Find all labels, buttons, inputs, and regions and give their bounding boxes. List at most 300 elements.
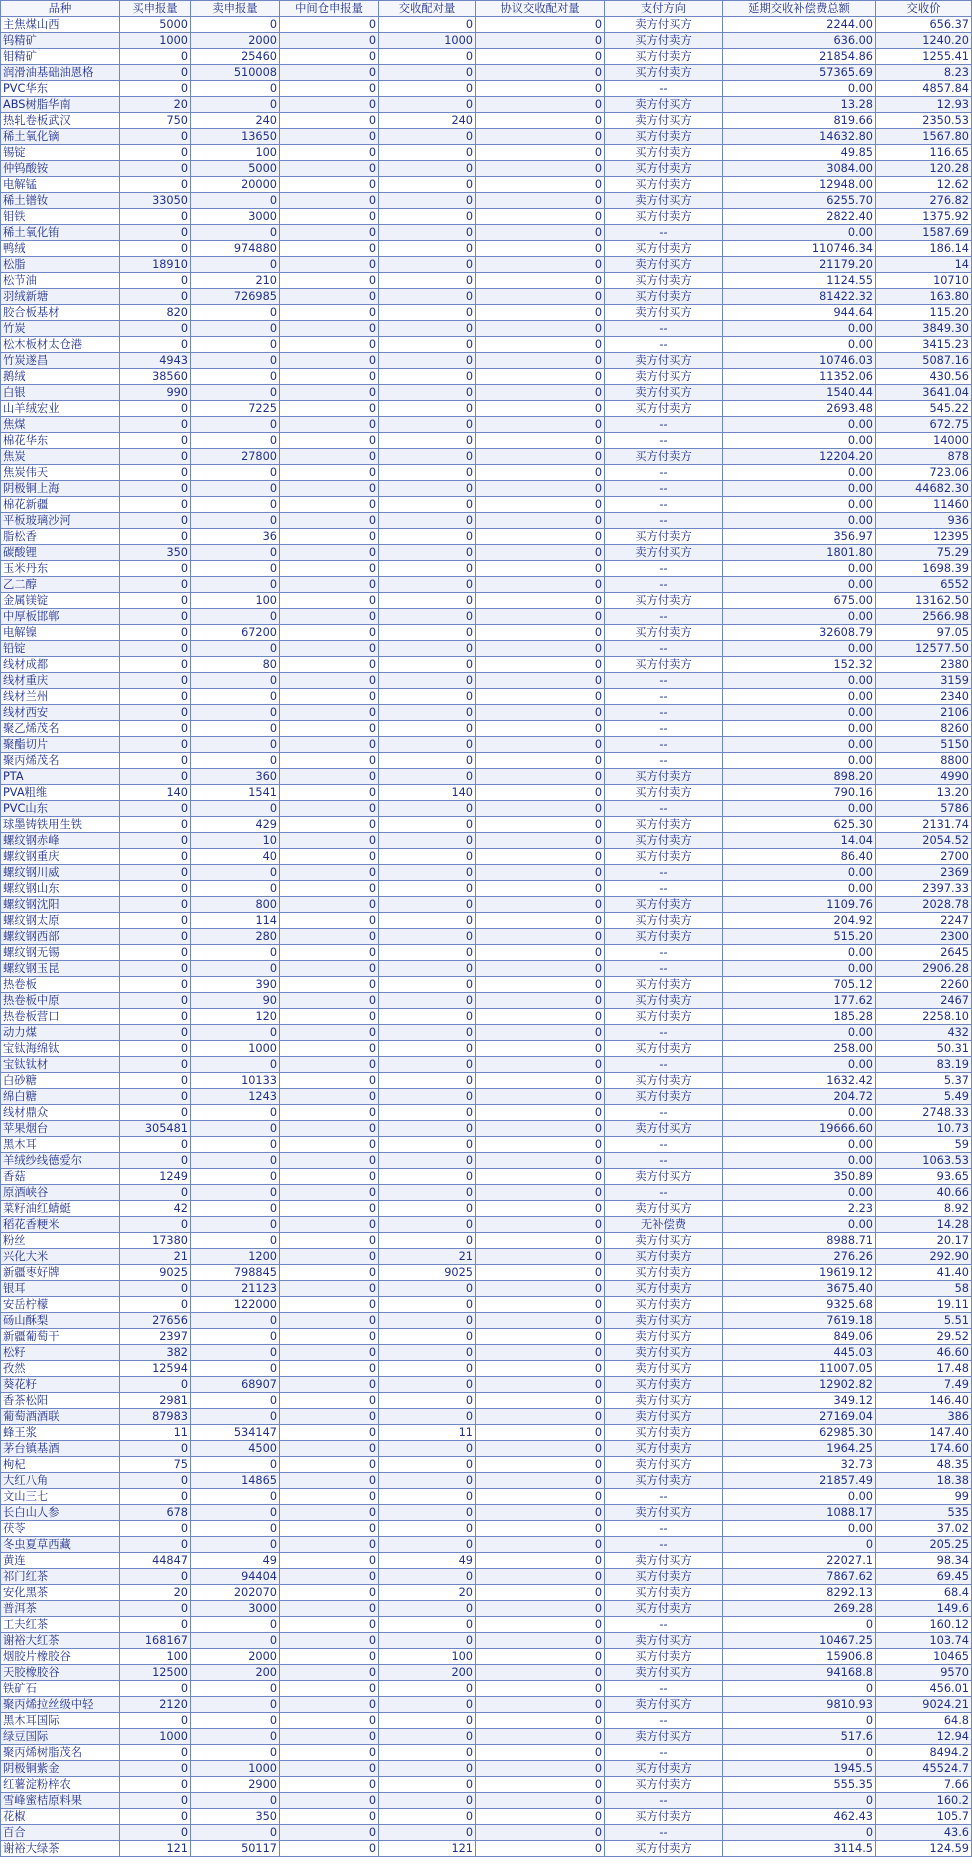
col-payment-direction-cell: 卖方付买方 [605, 1697, 723, 1713]
col-deferred-compensation-total-cell: 0.00 [723, 1185, 876, 1201]
col-agreement-matched-cell: 0 [476, 401, 605, 417]
col-sell-declared-cell: 0 [191, 1137, 280, 1153]
col-sell-declared-cell: 429 [191, 817, 280, 833]
col-payment-direction-cell: -- [605, 1825, 723, 1841]
col-payment-direction-cell: 卖方付买方 [605, 1233, 723, 1249]
col-deferred-compensation-total-cell: 3675.40 [723, 1281, 876, 1297]
col-variety-cell: 稀土氧化铕 [1, 225, 120, 241]
col-deferred-compensation-total-cell: 8988.71 [723, 1233, 876, 1249]
col-deferred-compensation-total-cell: 0.00 [723, 577, 876, 593]
col-delivery-price-cell: 545.22 [876, 401, 972, 417]
col-payment-direction-cell: -- [605, 1793, 723, 1809]
col-delivery-price-cell: 2054.52 [876, 833, 972, 849]
col-agreement-matched-cell: 0 [476, 1697, 605, 1713]
col-buy-declared-cell: 0 [120, 1153, 191, 1169]
col-agreement-matched-cell: 0 [476, 337, 605, 353]
col-agreement-matched-cell: 0 [476, 721, 605, 737]
col-sell-declared-cell: 0 [191, 1169, 280, 1185]
col-payment-direction-cell: 卖方付买方 [605, 1457, 723, 1473]
col-sell-declared-cell: 0 [191, 417, 280, 433]
col-variety-cell: 银耳 [1, 1281, 120, 1297]
col-delivery-price-cell: 40.66 [876, 1185, 972, 1201]
col-variety-cell: 聚丙烯茂名 [1, 753, 120, 769]
col-intermediate-declared-cell: 0 [280, 945, 379, 961]
col-delivery-matched-cell: 121 [379, 1841, 476, 1857]
col-buy-declared-cell: 820 [120, 305, 191, 321]
col-payment-direction-cell: 买方付卖方 [605, 289, 723, 305]
col-deferred-compensation-total-cell: 1540.44 [723, 385, 876, 401]
col-agreement-matched-cell: 0 [476, 801, 605, 817]
col-sell-declared-cell: 3000 [191, 209, 280, 225]
col-deferred-compensation-total-cell: 81422.32 [723, 289, 876, 305]
col-buy-declared-cell: 0 [120, 1377, 191, 1393]
col-delivery-matched-cell: 0 [379, 913, 476, 929]
col-payment-direction-cell: 买方付卖方 [605, 1089, 723, 1105]
table-row [1, 817, 972, 833]
col-payment-direction-cell: 买方付卖方 [605, 913, 723, 929]
table-row [1, 1153, 972, 1169]
col-deferred-compensation-total-cell: 8292.13 [723, 1585, 876, 1601]
table-row [1, 177, 972, 193]
col-buy-declared-cell: 0 [120, 977, 191, 993]
col-deferred-compensation-total-cell: 276.26 [723, 1249, 876, 1265]
col-variety-cell: 绿豆国际 [1, 1729, 120, 1745]
col-variety-cell: 电解锰 [1, 177, 120, 193]
col-delivery-price-cell: 2906.28 [876, 961, 972, 977]
col-deferred-compensation-total-cell: 0.00 [723, 673, 876, 689]
col-buy-declared-cell: 0 [120, 801, 191, 817]
col-sell-declared-cell: 0 [191, 225, 280, 241]
col-agreement-matched-cell: 0 [476, 1169, 605, 1185]
col-delivery-price-cell: 2748.33 [876, 1105, 972, 1121]
col-delivery-price-cell: 14000 [876, 433, 972, 449]
col-agreement-matched-cell: 0 [476, 1329, 605, 1345]
col-sell-declared-cell: 0 [191, 385, 280, 401]
col-intermediate-declared-cell: 0 [280, 305, 379, 321]
col-payment-direction-cell: 卖方付买方 [605, 1329, 723, 1345]
col-intermediate-declared-cell: 0 [280, 1041, 379, 1057]
col-variety-header: 品种 [1, 1, 120, 17]
col-buy-declared-cell: 12594 [120, 1361, 191, 1377]
col-delivery-price-cell: 5087.16 [876, 353, 972, 369]
col-intermediate-declared-cell: 0 [280, 433, 379, 449]
col-intermediate-declared-cell: 0 [280, 545, 379, 561]
col-variety-cell: 松籽 [1, 1345, 120, 1361]
col-payment-direction-cell: 卖方付买方 [605, 1201, 723, 1217]
col-delivery-matched-cell: 0 [379, 305, 476, 321]
col-buy-declared-cell: 0 [120, 657, 191, 673]
table-row [1, 689, 972, 705]
table-row [1, 1057, 972, 1073]
col-agreement-matched-cell: 0 [476, 65, 605, 81]
table-row [1, 561, 972, 577]
col-agreement-matched-cell: 0 [476, 1681, 605, 1697]
col-variety-cell: 孜然 [1, 1361, 120, 1377]
col-delivery-matched-cell: 0 [379, 865, 476, 881]
col-buy-declared-cell: 0 [120, 1617, 191, 1633]
col-buy-declared-cell: 0 [120, 513, 191, 529]
table-row [1, 1665, 972, 1681]
col-delivery-matched-cell: 0 [379, 1393, 476, 1409]
col-sell-declared-cell: 0 [191, 321, 280, 337]
col-delivery-matched-cell: 0 [379, 897, 476, 913]
col-agreement-matched-cell: 0 [476, 1265, 605, 1281]
col-sell-declared-cell: 0 [191, 753, 280, 769]
col-agreement-matched-cell: 0 [476, 273, 605, 289]
table-row [1, 225, 972, 241]
col-intermediate-declared-cell: 0 [280, 833, 379, 849]
col-buy-declared-cell: 0 [120, 337, 191, 353]
col-delivery-matched-cell: 0 [379, 1281, 476, 1297]
col-delivery-price-cell: 1567.80 [876, 129, 972, 145]
col-buy-declared-cell: 18910 [120, 257, 191, 273]
col-variety-cell: 球墨铸铁用生铁 [1, 817, 120, 833]
col-delivery-price-cell: 160.2 [876, 1793, 972, 1809]
col-delivery-price-cell: 8260 [876, 721, 972, 737]
col-buy-declared-cell: 0 [120, 1185, 191, 1201]
col-payment-direction-cell: -- [605, 417, 723, 433]
col-deferred-compensation-total-cell: 21857.49 [723, 1473, 876, 1489]
col-sell-declared-cell: 0 [191, 1329, 280, 1345]
col-buy-declared-cell: 0 [120, 1009, 191, 1025]
col-payment-direction-cell: -- [605, 1537, 723, 1553]
col-buy-declared-cell: 0 [120, 817, 191, 833]
col-payment-direction-cell: -- [605, 673, 723, 689]
col-deferred-compensation-total-cell: 0.00 [723, 865, 876, 881]
col-delivery-matched-cell: 0 [379, 1777, 476, 1793]
col-deferred-compensation-total-cell: 0.00 [723, 641, 876, 657]
col-delivery-matched-cell: 0 [379, 721, 476, 737]
col-deferred-compensation-total-cell: 0.00 [723, 881, 876, 897]
col-delivery-price-cell: 58 [876, 1281, 972, 1297]
col-agreement-matched-cell: 0 [476, 1089, 605, 1105]
col-agreement-matched-cell: 0 [476, 881, 605, 897]
col-buy-declared-cell: 0 [120, 705, 191, 721]
col-agreement-matched-cell: 0 [476, 545, 605, 561]
col-delivery-matched-cell: 0 [379, 1713, 476, 1729]
col-sell-declared-cell: 2900 [191, 1777, 280, 1793]
col-agreement-matched-cell: 0 [476, 1473, 605, 1489]
col-intermediate-declared-cell: 0 [280, 1585, 379, 1601]
col-variety-cell: 热卷板 [1, 977, 120, 993]
col-sell-declared-cell: 1541 [191, 785, 280, 801]
col-delivery-price-cell: 456.01 [876, 1681, 972, 1697]
col-delivery-matched-cell: 100 [379, 1649, 476, 1665]
table-row [1, 17, 972, 33]
col-sell-declared-cell: 3000 [191, 1601, 280, 1617]
col-buy-declared-cell: 27656 [120, 1313, 191, 1329]
col-delivery-matched-cell: 0 [379, 1297, 476, 1313]
col-intermediate-declared-cell: 0 [280, 785, 379, 801]
col-intermediate-declared-cell: 0 [280, 1617, 379, 1633]
table-row [1, 497, 972, 513]
col-intermediate-declared-cell: 0 [280, 177, 379, 193]
col-variety-cell: 红薯淀粉梓农 [1, 1777, 120, 1793]
col-sell-declared-cell: 0 [191, 353, 280, 369]
col-buy-declared-cell: 0 [120, 961, 191, 977]
col-delivery-matched-cell: 0 [379, 769, 476, 785]
col-agreement-matched-cell: 0 [476, 161, 605, 177]
col-delivery-matched-cell: 0 [379, 65, 476, 81]
col-buy-declared-cell: 17380 [120, 1233, 191, 1249]
col-sell-declared-cell: 0 [191, 1521, 280, 1537]
col-variety-cell: 雪峰蜜桔原料果 [1, 1793, 120, 1809]
col-deferred-compensation-total-cell: 350.89 [723, 1169, 876, 1185]
table-row [1, 1441, 972, 1457]
col-sell-declared-cell: 0 [191, 1681, 280, 1697]
col-deferred-compensation-total-cell: 110746.34 [723, 241, 876, 257]
col-delivery-price-cell: 59 [876, 1137, 972, 1153]
col-sell-declared-cell: 0 [191, 1313, 280, 1329]
col-delivery-matched-cell: 0 [379, 1137, 476, 1153]
col-variety-cell: 粉丝 [1, 1233, 120, 1249]
col-delivery-matched-cell: 0 [379, 1633, 476, 1649]
col-variety-cell: 螺纹钢无锡 [1, 945, 120, 961]
col-variety-cell: 安化黑茶 [1, 1585, 120, 1601]
col-sell-declared-cell: 36 [191, 529, 280, 545]
table-row [1, 1809, 972, 1825]
col-variety-cell: 焦煤 [1, 417, 120, 433]
col-deferred-compensation-total-cell: 0 [723, 1793, 876, 1809]
table-row [1, 1601, 972, 1617]
col-variety-cell: 稻花香粳米 [1, 1217, 120, 1233]
col-intermediate-declared-cell: 0 [280, 273, 379, 289]
col-sell-declared-cell: 0 [191, 1729, 280, 1745]
col-delivery-matched-cell: 0 [379, 177, 476, 193]
col-buy-declared-cell: 990 [120, 385, 191, 401]
col-deferred-compensation-total-cell: 2693.48 [723, 401, 876, 417]
col-sell-declared-cell: 0 [191, 1217, 280, 1233]
col-sell-declared-cell: 0 [191, 337, 280, 353]
col-variety-cell: 谢裕大红茶 [1, 1633, 120, 1649]
col-delivery-matched-cell: 0 [379, 385, 476, 401]
col-delivery-matched-cell: 0 [379, 225, 476, 241]
col-variety-cell: 线材鼎众 [1, 1105, 120, 1121]
col-agreement-matched-cell: 0 [476, 769, 605, 785]
col-variety-cell: 螺纹钢沈阳 [1, 897, 120, 913]
col-sell-declared-cell: 27800 [191, 449, 280, 465]
col-intermediate-declared-cell: 0 [280, 1553, 379, 1569]
col-delivery-price-cell: 430.56 [876, 369, 972, 385]
col-agreement-matched-cell: 0 [476, 1713, 605, 1729]
col-variety-cell: 螺纹钢太原 [1, 913, 120, 929]
col-delivery-price-cell: 9570 [876, 1665, 972, 1681]
col-sell-declared-cell: 0 [191, 257, 280, 273]
table-row [1, 193, 972, 209]
col-payment-direction-cell: 买方付卖方 [605, 145, 723, 161]
col-intermediate-declared-cell: 0 [280, 753, 379, 769]
col-payment-direction-cell: 卖方付买方 [605, 1409, 723, 1425]
table-row [1, 273, 972, 289]
col-payment-direction-cell: 买方付卖方 [605, 977, 723, 993]
col-agreement-matched-cell: 0 [476, 225, 605, 241]
col-buy-declared-cell: 0 [120, 1601, 191, 1617]
col-buy-declared-cell: 0 [120, 49, 191, 65]
col-delivery-matched-cell: 0 [379, 1489, 476, 1505]
col-intermediate-declared-cell: 0 [280, 1537, 379, 1553]
col-payment-direction-cell: 买方付卖方 [605, 625, 723, 641]
table-row [1, 721, 972, 737]
col-variety-cell: 菜籽油红蜻蜓 [1, 1201, 120, 1217]
col-delivery-matched-cell: 0 [379, 1569, 476, 1585]
col-variety-cell: 竹炭 [1, 321, 120, 337]
col-deferred-compensation-total-cell: 2244.00 [723, 17, 876, 33]
col-agreement-matched-cell: 0 [476, 625, 605, 641]
col-sell-declared-cell: 350 [191, 1809, 280, 1825]
col-delivery-price-cell: 535 [876, 1505, 972, 1521]
col-sell-declared-cell: 0 [191, 1793, 280, 1809]
col-buy-declared-cell: 678 [120, 1505, 191, 1521]
table-row [1, 657, 972, 673]
col-deferred-compensation-total-cell: 258.00 [723, 1041, 876, 1057]
table-row [1, 1217, 972, 1233]
table-row [1, 753, 972, 769]
col-intermediate-declared-cell: 0 [280, 369, 379, 385]
col-intermediate-declared-cell: 0 [280, 1121, 379, 1137]
col-variety-cell: 祁门红茶 [1, 1569, 120, 1585]
col-delivery-price-cell: 2340 [876, 689, 972, 705]
col-variety-cell: 钼精矿 [1, 49, 120, 65]
table-row [1, 1265, 972, 1281]
table-row [1, 1105, 972, 1121]
col-delivery-price-cell: 5.37 [876, 1073, 972, 1089]
col-sell-declared-cell: 10 [191, 833, 280, 849]
col-delivery-price-cell: 936 [876, 513, 972, 529]
col-delivery-matched-cell: 0 [379, 673, 476, 689]
col-intermediate-declared-cell: 0 [280, 161, 379, 177]
col-agreement-matched-cell: 0 [476, 1041, 605, 1057]
col-variety-cell: 聚丙烯拉丝级中轻 [1, 1697, 120, 1713]
table-row [1, 1345, 972, 1361]
col-agreement-matched-cell: 0 [476, 1505, 605, 1521]
col-deferred-compensation-total-cell: 705.12 [723, 977, 876, 993]
col-payment-direction-cell: -- [605, 1489, 723, 1505]
col-deferred-compensation-total-cell: 0.00 [723, 497, 876, 513]
col-agreement-matched-cell: 0 [476, 1233, 605, 1249]
col-variety-cell: 安岳柠檬 [1, 1297, 120, 1313]
col-delivery-matched-cell: 0 [379, 1409, 476, 1425]
col-delivery-price-cell: 68.4 [876, 1585, 972, 1601]
col-sell-declared-cell: 800 [191, 897, 280, 913]
col-deferred-compensation-total-cell: 356.97 [723, 529, 876, 545]
col-delivery-matched-cell: 0 [379, 1617, 476, 1633]
col-delivery-matched-cell: 0 [379, 1329, 476, 1345]
col-intermediate-declared-cell: 0 [280, 593, 379, 609]
col-delivery-matched-cell: 0 [379, 1521, 476, 1537]
col-delivery-price-cell: 44682.30 [876, 481, 972, 497]
col-payment-direction-cell: 卖方付买方 [605, 369, 723, 385]
col-payment-direction-cell: -- [605, 1681, 723, 1697]
col-delivery-price-cell: 6552 [876, 577, 972, 593]
col-payment-direction-cell: -- [605, 481, 723, 497]
table-row [1, 353, 972, 369]
col-delivery-matched-cell: 0 [379, 1121, 476, 1137]
col-payment-direction-cell: 买方付卖方 [605, 161, 723, 177]
col-deferred-compensation-total-cell: 1632.42 [723, 1073, 876, 1089]
col-variety-cell: 乙二醇 [1, 577, 120, 593]
col-sell-declared-cell: 0 [191, 1025, 280, 1041]
table-row [1, 321, 972, 337]
col-buy-declared-cell: 305481 [120, 1121, 191, 1137]
col-delivery-matched-cell: 0 [379, 289, 476, 305]
col-intermediate-declared-cell: 0 [280, 609, 379, 625]
table-row [1, 49, 972, 65]
col-delivery-price-cell: 2300 [876, 929, 972, 945]
col-intermediate-declared-cell: 0 [280, 1249, 379, 1265]
col-payment-direction-cell: -- [605, 225, 723, 241]
table-row [1, 1377, 972, 1393]
col-payment-direction-cell: 买方付卖方 [605, 657, 723, 673]
col-sell-declared-header: 卖申报量 [191, 1, 280, 17]
col-delivery-price-cell: 18.38 [876, 1473, 972, 1489]
col-delivery-matched-cell: 0 [379, 961, 476, 977]
col-buy-declared-cell: 0 [120, 1537, 191, 1553]
col-buy-declared-cell: 100 [120, 1649, 191, 1665]
col-sell-declared-cell: 202070 [191, 1585, 280, 1601]
col-variety-cell: 阴极铜紫金 [1, 1761, 120, 1777]
col-delivery-matched-cell: 0 [379, 1313, 476, 1329]
col-delivery-matched-cell: 0 [379, 1681, 476, 1697]
col-deferred-compensation-total-cell: 1124.55 [723, 273, 876, 289]
col-sell-declared-cell: 0 [191, 81, 280, 97]
col-delivery-matched-cell: 0 [379, 241, 476, 257]
col-buy-declared-cell: 0 [120, 289, 191, 305]
col-sell-declared-cell: 25460 [191, 49, 280, 65]
col-variety-cell: 平板玻璃沙河 [1, 513, 120, 529]
table-row [1, 449, 972, 465]
table-row [1, 1409, 972, 1425]
col-intermediate-declared-cell: 0 [280, 1649, 379, 1665]
col-intermediate-declared-cell: 0 [280, 1761, 379, 1777]
col-intermediate-declared-cell: 0 [280, 737, 379, 753]
col-deferred-compensation-total-cell: 0.00 [723, 81, 876, 97]
col-delivery-price-cell: 64.8 [876, 1713, 972, 1729]
col-intermediate-declared-cell: 0 [280, 1377, 379, 1393]
col-agreement-matched-cell: 0 [476, 1601, 605, 1617]
table-row [1, 417, 972, 433]
col-sell-declared-cell: 68907 [191, 1377, 280, 1393]
col-delivery-matched-cell: 240 [379, 113, 476, 129]
col-delivery-matched-cell: 0 [379, 1185, 476, 1201]
col-agreement-matched-cell: 0 [476, 945, 605, 961]
col-payment-direction-cell: -- [605, 1185, 723, 1201]
col-buy-declared-cell: 0 [120, 465, 191, 481]
col-sell-declared-cell: 40 [191, 849, 280, 865]
col-delivery-matched-cell: 0 [379, 1105, 476, 1121]
col-deferred-compensation-total-cell: 152.32 [723, 657, 876, 673]
col-buy-declared-cell: 1000 [120, 1729, 191, 1745]
col-buy-declared-cell: 0 [120, 609, 191, 625]
col-delivery-matched-cell: 0 [379, 929, 476, 945]
col-buy-declared-cell: 0 [120, 897, 191, 913]
col-payment-direction-cell: 买方付卖方 [605, 449, 723, 465]
col-delivery-matched-cell: 0 [379, 609, 476, 625]
col-intermediate-declared-cell: 0 [280, 561, 379, 577]
table-row [1, 1841, 972, 1857]
col-delivery-matched-cell: 0 [379, 1361, 476, 1377]
col-variety-cell: 松脂 [1, 257, 120, 273]
col-agreement-matched-cell: 0 [476, 1137, 605, 1153]
col-intermediate-declared-cell: 0 [280, 1265, 379, 1281]
col-buy-declared-cell: 121 [120, 1841, 191, 1857]
col-sell-declared-cell: 0 [191, 433, 280, 449]
col-payment-direction-cell: -- [605, 609, 723, 625]
col-deferred-compensation-total-cell: 14632.80 [723, 129, 876, 145]
col-intermediate-declared-cell: 0 [280, 385, 379, 401]
col-deferred-compensation-total-cell: 0.00 [723, 1153, 876, 1169]
col-variety-cell: 主焦煤山西 [1, 17, 120, 33]
col-variety-cell: 螺纹钢山东 [1, 881, 120, 897]
